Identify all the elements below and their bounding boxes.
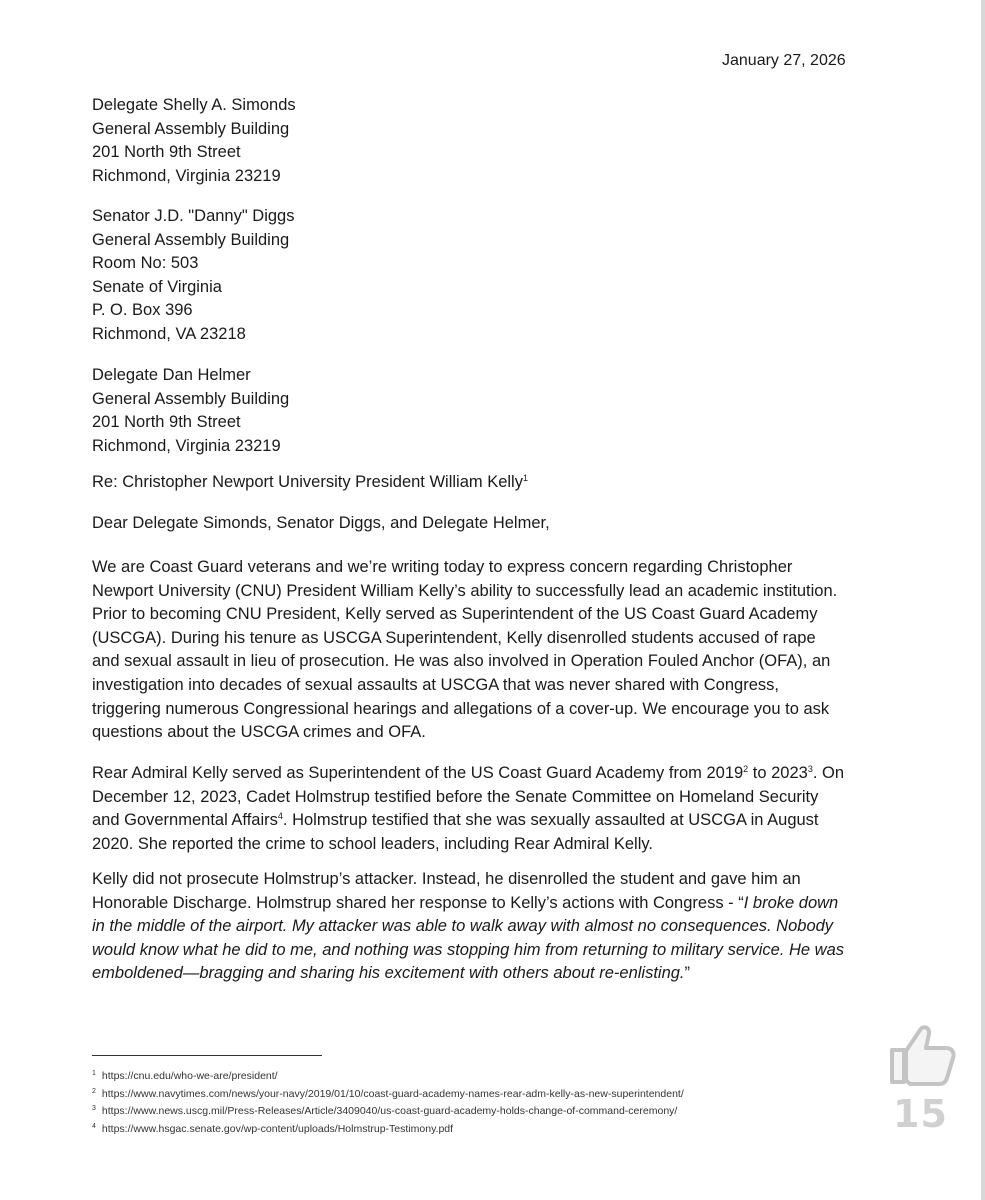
text-run: . On	[812, 764, 845, 782]
paragraph-line	[92, 762, 912, 786]
quote-line: would know what he did to me, and nothing was stopping him from returning to military service. He was	[92, 940, 845, 959]
paragraph-line: and sexual assault in lieu of prosecution. He was also involved in Operation Fouled Anchor (OFA), an	[92, 652, 831, 671]
paragraph-1	[92, 556, 912, 745]
address-line: General Assembly Building	[92, 230, 290, 249]
footnote	[92, 1086, 684, 1104]
paragraph-2	[92, 762, 912, 856]
paragraph-line: Prior to becoming CNU President, Kelly served as Superintendent of the US Coast Guard Academy	[92, 605, 818, 624]
address-line: General Assembly Building	[92, 119, 290, 138]
paragraph-line	[92, 809, 912, 833]
address-line: Senate of Virginia	[92, 277, 222, 296]
recipient-address-diggs	[92, 205, 294, 347]
footnote-divider	[92, 1055, 322, 1056]
like-count: 15	[893, 1092, 948, 1136]
letter-date: January 27, 2026	[722, 52, 846, 69]
paragraph-line: triggering numerous Congressional hearings and allegations of a cover-up. We encourage you to ask	[92, 699, 830, 718]
address-line: Richmond, VA 23218	[92, 324, 246, 343]
paragraph-line: We are Coast Guard veterans and we’re writing today to express concern regarding Christopher	[92, 558, 793, 576]
footnote-number: 3	[92, 1105, 96, 1112]
footnote-link[interactable]: https://www.navytimes.com/news/your-navy/2019/01/10/coast-guard-academy-names-rear-adm-kelly-as-new-superintendent/	[101, 1087, 684, 1100]
address-line: 201 North 9th Street	[92, 143, 241, 162]
footnote-ref: 4	[277, 811, 283, 822]
paragraph-line	[92, 962, 912, 986]
address-line: General Assembly Building	[92, 389, 290, 408]
footnote-link[interactable]: https://www.hsgac.senate.gov/wp-content/uploads/Holmstrup-Testimony.pdf	[101, 1122, 454, 1135]
footnote-ref: 1	[522, 473, 528, 483]
footnote-ref: 3	[807, 764, 813, 774]
paragraph-line: Kelly did not prosecute Holmstrup’s attacker. Instead, he disenrolled the student and gave him an	[92, 870, 801, 888]
quote-text: I broke down	[743, 893, 839, 912]
address-line: Delegate Dan Helmer	[92, 366, 251, 384]
thumbs-up-icon	[880, 1020, 960, 1090]
paragraph-3	[92, 868, 912, 986]
paragraph-line: questions about the USCGA crimes and OFA.	[92, 723, 426, 742]
page-edge	[981, 0, 985, 1200]
text-run: Rear Admiral Kelly served as Superintendent of the US Coast Guard Academy from 2019	[92, 764, 744, 782]
recipient-address-helmer	[92, 364, 289, 458]
text-run: Honorable Discharge. Holmstrup shared her response to Kelly’s actions with Congress - “	[92, 893, 744, 912]
paragraph-line	[92, 892, 912, 916]
footnote-ref: 2	[743, 764, 749, 774]
address-line: Richmond, Virginia 23219	[92, 436, 281, 455]
text-run: . Holmstrup testified that she was sexually assaulted at USCGA in August	[282, 811, 819, 830]
footnote-link[interactable]: https://cnu.edu/who-we-are/president/	[101, 1070, 278, 1082]
footnote	[92, 1103, 684, 1121]
address-line: Room No: 503	[92, 254, 199, 273]
subject-line	[92, 473, 528, 492]
subject-text: Re: Christopher Newport University President William Kelly	[92, 473, 523, 491]
text-run: to 2023	[748, 764, 808, 782]
recipient-address-simonds	[92, 94, 296, 188]
paragraph-line: Newport University (CNU) President William Kelly’s ability to successfully lead an academic institution.	[92, 581, 838, 600]
quote-text: emboldened—bragging and sharing his excitement with others about re-enlisting.	[92, 964, 685, 983]
paragraph-line: investigation into decades of sexual assaults at USCGA that was never shared with Congress,	[92, 675, 779, 694]
footnote-number: 1	[92, 1070, 96, 1077]
footnote-link[interactable]: https://www.news.uscg.mil/Press-Releases/Article/3409040/us-coast-guard-academy-holds-change-of-command-ceremony/	[101, 1105, 678, 1117]
address-line: Richmond, Virginia 23219	[92, 166, 281, 185]
text-run: and Governmental Affairs	[92, 811, 278, 830]
address-line: Delegate Shelly A. Simonds	[92, 96, 296, 114]
footnote	[92, 1068, 684, 1086]
closing-quote: ”	[684, 964, 691, 983]
paragraph-line: (USCGA). During his tenure as USCGA Superintendent, Kelly disenrolled students accused of rape	[92, 628, 816, 647]
footnote-number: 2	[92, 1087, 96, 1095]
salutation: Dear Delegate Simonds, Senator Diggs, and Delegate Helmer,	[92, 514, 550, 532]
footnote	[92, 1121, 684, 1139]
address-line: P. O. Box 396	[92, 301, 193, 320]
quote-line: in the middle of the airport. My attacker was able to walk away with almost no consequences. Nobody	[92, 917, 834, 936]
address-line: 201 North 9th Street	[92, 413, 241, 432]
footnote-number: 4	[92, 1122, 96, 1130]
address-line: Senator J.D. "Danny" Diggs	[92, 207, 295, 225]
paragraph-line: December 12, 2023, Cadet Holmstrup testified before the Senate Committee on Homeland Security	[92, 787, 819, 806]
paragraph-line: 2020. She reported the crime to school leaders, including Rear Admiral Kelly.	[92, 834, 653, 853]
footnotes	[92, 1068, 684, 1138]
